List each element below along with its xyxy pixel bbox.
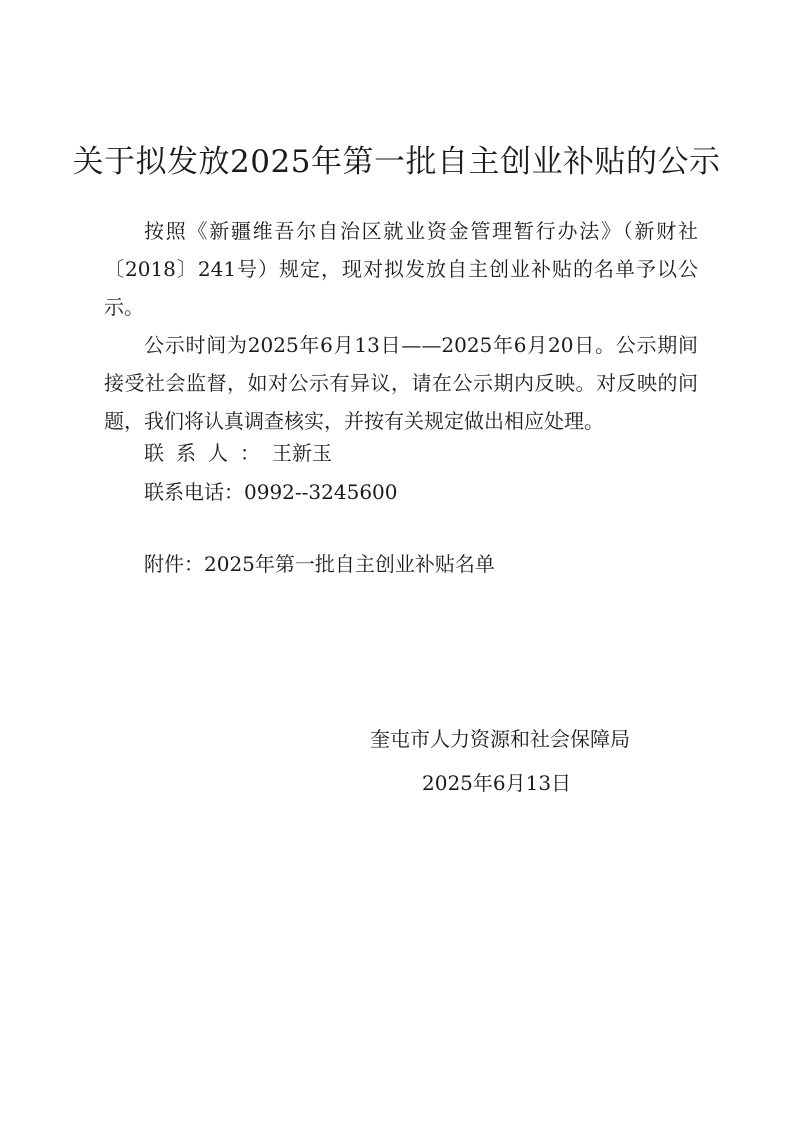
contact-person-label: 联系人： — [144, 441, 272, 465]
attachment-label: 附件： — [144, 552, 204, 576]
signature-organization: 奎屯市人力资源和社会保障局 — [370, 727, 630, 751]
contact-phone-number: 0992--3245600 — [244, 480, 398, 504]
signature-date: 2025年6月13日 — [422, 771, 572, 795]
contact-phone-label: 联系电话： — [144, 480, 244, 504]
document-body — [104, 212, 698, 440]
paragraph-regulation: 按照《新疆维吾尔自治区就业资金管理暂行办法》（新财社〔2018〕241号）规定，现对拟发放自主创业补贴的名单予以公示。 — [104, 219, 698, 319]
contact-person-line — [144, 434, 332, 472]
contact-person-name: 王新玉 — [272, 441, 332, 465]
attachment-text: 2025年第一批自主创业补贴名单 — [204, 552, 495, 576]
contact-phone-line — [144, 473, 398, 511]
document-title: 关于拟发放2025年第一批自主创业补贴的公示 — [72, 144, 721, 180]
attachment-line — [144, 545, 495, 583]
paragraph-announcement-period: 公示时间为2025年6月13日——2025年6月20日。公示期间接受社会监督，如对公示有异议，请在公示期内反映。对反映的问题，我们将认真调查核实，并按有关规定做出相应处理。 — [104, 333, 698, 433]
